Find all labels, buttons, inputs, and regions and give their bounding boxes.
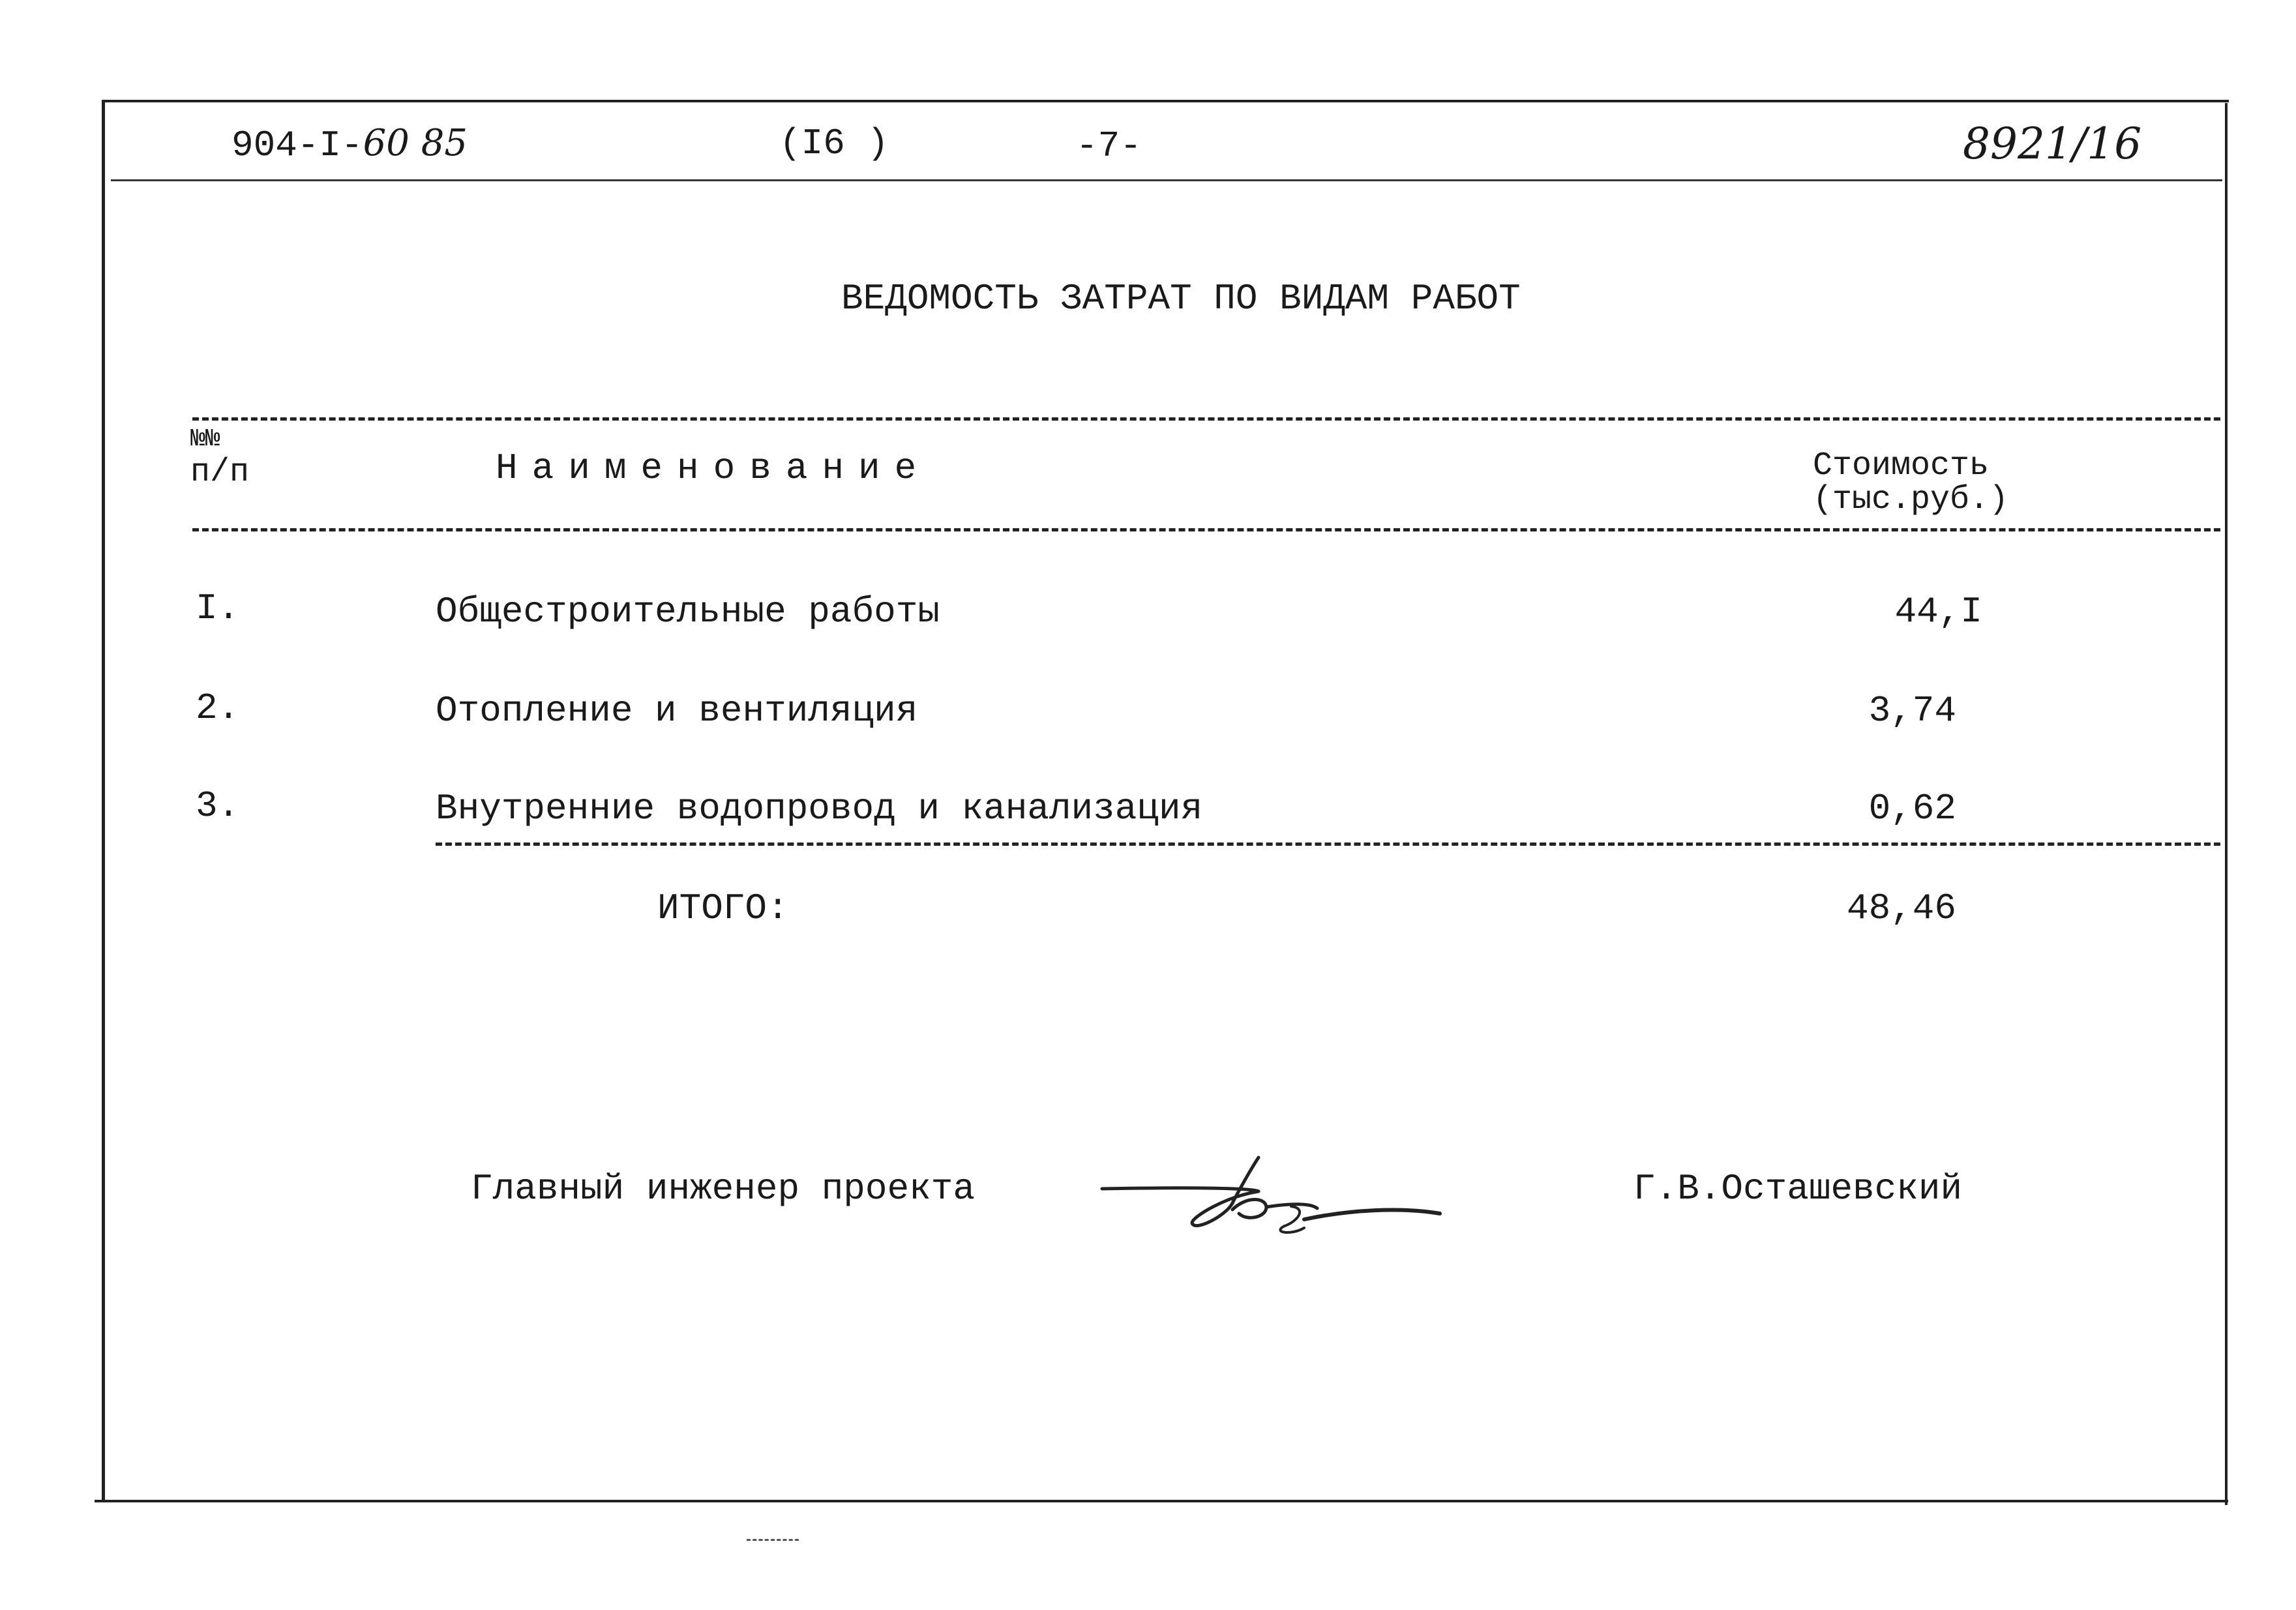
signature	[1096, 1144, 1461, 1242]
frame-right-border	[2225, 103, 2228, 1505]
signer-name: Г.В.Осташевский	[1633, 1168, 1963, 1210]
document-code	[231, 122, 468, 166]
column-number-line1: №№	[190, 425, 220, 453]
document-code-handwritten: 60 85	[363, 122, 468, 164]
row-cost: 0,62	[1868, 788, 1956, 829]
column-number-line2: п/п	[190, 454, 250, 491]
total-rule	[436, 842, 2220, 846]
header-rule	[111, 179, 2222, 181]
row-cost: 3,74	[1868, 690, 1956, 732]
table-top-rule	[192, 417, 2220, 421]
frame-bottom-border	[95, 1500, 2228, 1502]
total-value: 48,46	[1846, 887, 1956, 929]
document-code-printed: 904-I-	[231, 125, 363, 166]
inventory-number: 8921/16	[1963, 119, 2142, 169]
sheet-number: (I6 )	[779, 123, 889, 164]
page-number: -7-	[1076, 125, 1142, 167]
page-title: ВЕДОМОСТЬ ЗАТРАТ ПО ВИДАМ РАБОТ	[841, 278, 1521, 320]
row-name: Общестроительные работы	[436, 591, 940, 633]
row-name: Внутренние водопровод и канализация	[436, 788, 1203, 829]
footer-mark	[747, 1539, 799, 1541]
column-cost-line1: Стоимость	[1813, 447, 1990, 484]
row-number: 3.	[196, 785, 240, 827]
frame-left-border	[102, 100, 105, 1502]
row-cost: 44,I	[1894, 591, 1982, 633]
column-name-header: Наименование	[496, 447, 931, 489]
row-name: Отопление и вентиляция	[436, 690, 918, 732]
column-cost-line2: (тыс.руб.)	[1813, 481, 2009, 518]
row-number: 2.	[196, 687, 240, 729]
frame-top-border	[103, 100, 2229, 102]
table-header-rule	[192, 528, 2220, 531]
total-label: ИТОГО:	[657, 887, 789, 929]
signer-role: Главный инженер проекта	[471, 1168, 975, 1210]
row-number: I.	[196, 588, 240, 629]
